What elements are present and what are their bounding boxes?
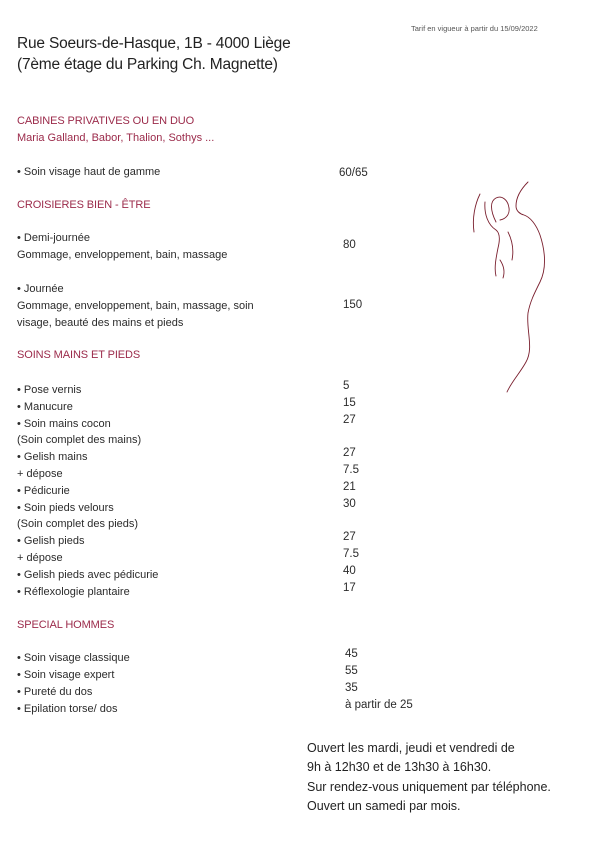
service-price: 5 xyxy=(343,380,350,392)
service-price: 40 xyxy=(343,564,356,577)
service-price: 15 xyxy=(343,396,356,409)
section-title-mains-pieds: SOINS MAINS ET PIEDS xyxy=(17,349,141,361)
service-label: • Journée xyxy=(17,283,64,295)
service-label: • Pédicurie xyxy=(17,484,70,497)
service-label: (Soin complet des mains) xyxy=(17,434,142,447)
address-line-1: Rue Soeurs-de-Hasque, 1B - 4000 Liège xyxy=(17,35,291,52)
service-label: • Soin visage haut de gamme xyxy=(17,166,161,178)
service-label: • Soin mains cocon xyxy=(17,417,111,430)
service-price: 35 xyxy=(345,682,358,694)
service-label: • Demi-journée xyxy=(17,232,90,244)
service-label: • Epilation torse/ dos xyxy=(17,703,118,715)
appointment-note: Sur rendez-vous uniquement par téléphone. xyxy=(307,780,551,794)
service-label: • Soin pieds velours xyxy=(17,501,114,514)
section-title-croisieres: CROISIERES BIEN - ÊTRE xyxy=(17,199,151,211)
woman-silhouette-illustration xyxy=(450,180,560,395)
service-price: 27 xyxy=(343,413,356,426)
tarif-date-note: Tarif en vigueur à partir du 15/09/2022 xyxy=(411,24,538,33)
service-price: 21 xyxy=(343,480,356,493)
service-label: • Gelish pieds avec pédicurie xyxy=(17,568,159,581)
service-price: 7.5 xyxy=(343,464,359,476)
service-label: + dépose xyxy=(17,552,63,564)
service-label: • Soin visage expert xyxy=(17,669,115,681)
service-price: 27 xyxy=(343,531,356,544)
service-price: 7.5 xyxy=(343,548,359,560)
service-price: 80 xyxy=(343,239,356,251)
service-label: + dépose xyxy=(17,468,63,480)
service-label: • Gelish pieds xyxy=(17,535,85,548)
service-price: 17 xyxy=(343,581,356,594)
service-price: 45 xyxy=(345,648,358,660)
brands-list: Maria Galland, Babor, Thalion, Sothys ... xyxy=(17,132,215,144)
service-description: visage, beauté des mains et pieds xyxy=(17,317,184,329)
service-price: 60/65 xyxy=(339,167,368,179)
service-label: • Pureté du dos xyxy=(17,686,93,698)
service-label: • Réflexologie plantaire xyxy=(17,585,130,598)
service-description: Gommage, enveloppement, bain, massage, soin xyxy=(17,300,254,312)
service-description: Gommage, enveloppement, bain, massage xyxy=(17,249,228,261)
service-label: (Soin complet des pieds) xyxy=(17,518,139,531)
section-title-cabines: CABINES PRIVATIVES OU EN DUO xyxy=(17,115,195,127)
service-price: 30 xyxy=(343,497,356,510)
service-price: à partir de 25 xyxy=(345,699,413,711)
opening-hours-line-2: 9h à 12h30 et de 13h30 à 16h30. xyxy=(307,760,492,774)
service-label: • Soin visage classique xyxy=(17,652,130,664)
service-price: 150 xyxy=(343,299,363,311)
service-price: 55 xyxy=(345,665,358,677)
opening-hours-line-1: Ouvert les mardi, jeudi et vendredi de xyxy=(307,741,515,755)
service-label: • Pose vernis xyxy=(17,384,82,396)
service-label: • Gelish mains xyxy=(17,451,88,464)
service-price: 27 xyxy=(343,447,356,460)
saturday-note: Ouvert un samedi par mois. xyxy=(307,799,461,813)
section-title-hommes: SPECIAL HOMMES xyxy=(17,619,115,631)
address-line-2: (7ème étage du Parking Ch. Magnette) xyxy=(17,56,278,73)
service-label: • Manucure xyxy=(17,400,73,413)
